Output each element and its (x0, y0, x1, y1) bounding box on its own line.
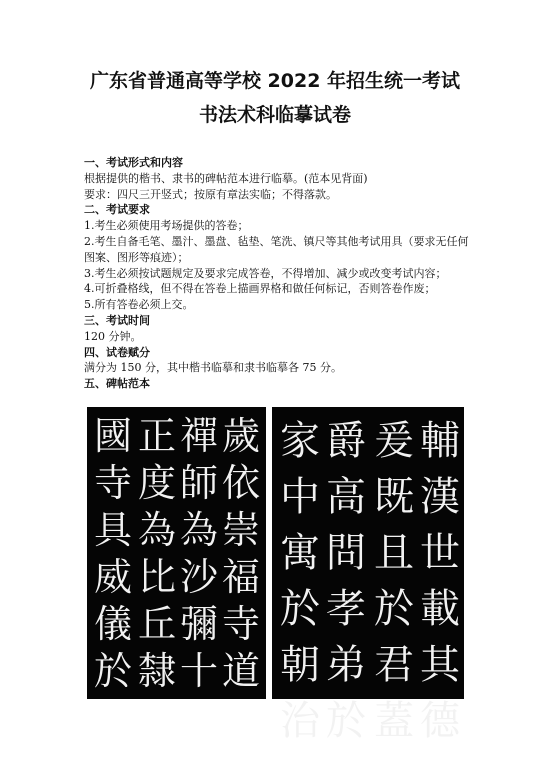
calligraphy-character: 且 (374, 530, 414, 576)
calligraphy-character: 比 (137, 555, 176, 599)
format-text: 根据提供的楷书、隶书的碑帖范本进行临摹。(范本见背面) (84, 171, 368, 185)
calligraphy-character: 禪 (179, 414, 218, 458)
requirement-item: 1.考生必须使用考场提供的答卷； (84, 219, 249, 233)
rubbing-column (137, 413, 177, 695)
calligraphy-character: 孝 (326, 586, 366, 632)
exam-instructions (84, 155, 484, 392)
calligraphy-character: 崇 (221, 508, 260, 552)
calligraphy-character: 漢 (420, 474, 460, 520)
calligraphy-character: 於 (93, 649, 132, 693)
calligraphy-character: 沙 (179, 555, 218, 599)
calligraphy-character: 歲 (221, 414, 260, 458)
requirement-item: 3.考生必须按试题规定及要求完成答卷，不得增加、减少或改变考试内容； (84, 266, 447, 280)
format-requirements: 要求：四尺三开竖式；按原有章法实临；不得落款。 (84, 187, 337, 201)
calligraphy-character: 威 (93, 555, 132, 599)
calligraphy-character: 於 (326, 698, 366, 744)
calligraphy-character: 於 (280, 586, 320, 632)
requirement-item-continued: 图案、图形等痕迹）； (84, 250, 189, 264)
calligraphy-character: 國 (93, 414, 132, 458)
calligraphy-character: 正 (137, 414, 176, 458)
calligraphy-character: 既 (374, 474, 414, 520)
rubbing-column (374, 413, 414, 749)
section-heading-scoring: 四、试卷赋分 (84, 345, 150, 359)
rubbing-column (221, 413, 261, 695)
section-heading-models: 五、碑帖范本 (84, 377, 150, 391)
rubbing-column (326, 413, 366, 749)
calligraphy-character: 為 (179, 508, 218, 552)
rubbing-column (280, 413, 320, 749)
calligraphy-character: 寺 (93, 461, 132, 505)
kaishu-rubbing (87, 407, 266, 699)
calligraphy-character: 彌 (179, 602, 218, 646)
calligraphy-character: 載 (420, 586, 460, 632)
calligraphy-character: 寓 (280, 530, 320, 576)
calligraphy-character: 儀 (93, 602, 132, 646)
section-heading-format: 一、考试形式和内容 (84, 156, 183, 169)
rubbing-column (93, 413, 133, 695)
requirement-item: 5.所有答卷必须上交。 (84, 298, 194, 312)
calligraphy-character: 問 (326, 530, 366, 576)
calligraphy-character: 師 (179, 461, 218, 505)
calligraphy-character: 依 (221, 461, 260, 505)
calligraphy-character: 蓋 (374, 698, 414, 744)
calligraphy-character: 君 (374, 642, 414, 688)
calligraphy-character: 輔 (420, 418, 460, 464)
calligraphy-character: 寺 (221, 602, 260, 646)
calligraphy-character: 世 (420, 530, 460, 576)
section-heading-time: 三、考试时间 (84, 313, 150, 327)
calligraphy-character: 家 (280, 418, 320, 464)
lishu-rubbing (272, 407, 464, 744)
calligraphy-character: 具 (93, 508, 132, 552)
calligraphy-character: 中 (280, 474, 320, 520)
calligraphy-character: 十 (179, 649, 218, 693)
calligraphy-character: 為 (137, 508, 176, 552)
rubbing-column (179, 413, 219, 695)
requirement-item: 2.考生自备毛笔、墨汁、墨盘、毡垫、笔洗、镇尺等其他考试用具（要求无任何 (84, 234, 469, 248)
time-text: 120 分钟。 (84, 329, 142, 343)
calligraphy-character: 道 (221, 649, 260, 693)
section-heading-requirements: 二、考试要求 (84, 203, 150, 217)
scoring-text: 满分为 150 分，其中楷书临摹和隶书临摹各 75 分。 (84, 361, 342, 375)
rubbing-column (420, 413, 460, 749)
calligraphy-character: 於 (374, 586, 414, 632)
exam-subtitle: 书法术科临摹试卷 (198, 104, 351, 126)
calligraphy-character: 隸 (137, 649, 176, 693)
calligraphy-character: 德 (420, 698, 460, 744)
calligraphy-character: 高 (326, 474, 366, 520)
calligraphy-character: 其 (420, 642, 460, 688)
calligraphy-character: 朝 (280, 642, 320, 688)
calligraphy-character: 爰 (374, 418, 414, 464)
calligraphy-character: 治 (280, 698, 320, 744)
calligraphy-character: 弟 (326, 642, 366, 688)
calligraphy-character: 爵 (326, 418, 366, 464)
calligraphy-character: 丘 (137, 602, 176, 646)
requirement-item: 4.可折叠格线，但不得在答卷上描画界格和做任何标记，否则答卷作废； (84, 282, 436, 296)
exam-title: 广东省普通高等学校 2022 年招生统一考试 (89, 70, 461, 92)
calligraphy-character: 福 (221, 555, 260, 599)
calligraphy-character: 度 (137, 461, 176, 505)
